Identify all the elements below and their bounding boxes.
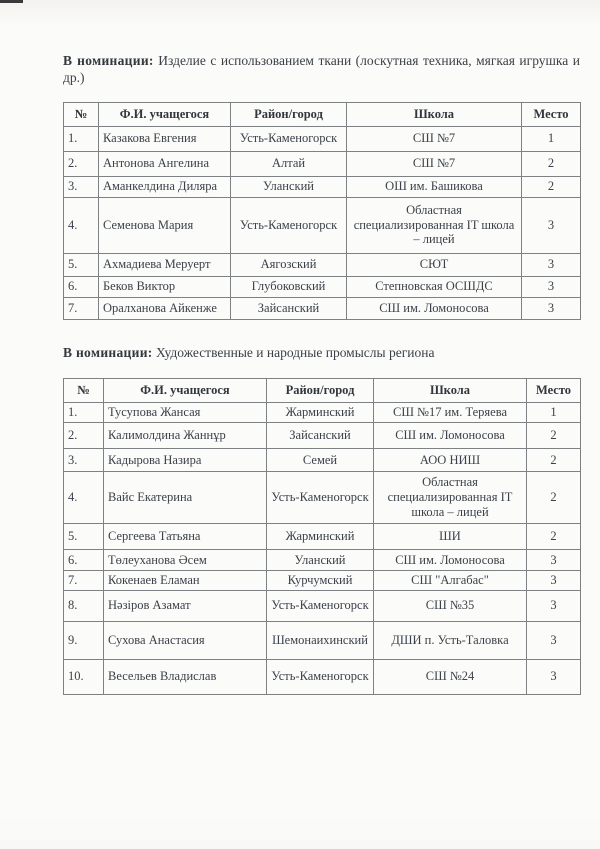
cell-school: Областная специализированная IT школа – лицей xyxy=(347,197,522,253)
table-row xyxy=(64,151,581,176)
table-row xyxy=(64,403,581,423)
cell-school: АОО НИШ xyxy=(374,448,527,471)
cell-place: 3 xyxy=(527,549,581,570)
cell-district: Усть-Каменогорск xyxy=(231,197,347,253)
cell-place: 3 xyxy=(527,570,581,590)
header-cell-num: № xyxy=(64,379,104,403)
nomination-heading xyxy=(63,52,580,87)
cell-name: Кадырова Назира xyxy=(104,448,267,471)
cell-district: Жарминский xyxy=(267,403,374,423)
table-row xyxy=(64,297,581,319)
cell-num: 2. xyxy=(64,422,104,448)
cell-place: 2 xyxy=(527,523,581,549)
cell-district: Зайсанский xyxy=(231,297,347,319)
cell-school: СШ №17 им. Теряева xyxy=(374,403,527,423)
cell-district: Усть-Каменогорск xyxy=(267,659,374,694)
cell-name: Беков Виктор xyxy=(99,276,231,297)
cell-num: 5. xyxy=(64,253,99,276)
cell-place: 3 xyxy=(522,197,581,253)
table-header-row xyxy=(64,102,581,126)
cell-place: 1 xyxy=(527,403,581,423)
cell-school: Областная специализированная IT школа – лицей xyxy=(374,471,527,523)
cell-num: 4. xyxy=(64,471,104,523)
cell-school: СШ №7 xyxy=(347,126,522,151)
cell-name: Төлеуханова Әсем xyxy=(104,549,267,570)
cell-district: Зайсанский xyxy=(267,422,374,448)
cell-school: СШ им. Ломоносова xyxy=(374,422,527,448)
cell-school: СШ им. Ломоносова xyxy=(347,297,522,319)
cell-name: Антонова Ангелина xyxy=(99,151,231,176)
header-cell-name: Ф.И. учащегося xyxy=(99,102,231,126)
cell-place: 2 xyxy=(527,422,581,448)
table-row xyxy=(64,523,581,549)
cell-district: Алтай xyxy=(231,151,347,176)
cell-district: Усть-Каменогорск xyxy=(267,590,374,621)
header-cell-school: Школа xyxy=(347,102,522,126)
table-row xyxy=(64,570,581,590)
cell-school: ШИ xyxy=(374,523,527,549)
nomination-section-fabric xyxy=(63,52,580,320)
cell-place: 3 xyxy=(522,297,581,319)
cell-place: 2 xyxy=(527,448,581,471)
cell-school: СЮТ xyxy=(347,253,522,276)
cell-name: Сухова Анастасия xyxy=(104,621,267,659)
table-row xyxy=(64,590,581,621)
header-cell-place: Место xyxy=(527,379,581,403)
cell-num: 2. xyxy=(64,151,99,176)
cell-name: Семенова Мария xyxy=(99,197,231,253)
cell-district: Уланский xyxy=(267,549,374,570)
cell-name: Калимолдина Жаннұр xyxy=(104,422,267,448)
cell-num: 7. xyxy=(64,297,99,319)
table-row xyxy=(64,126,581,151)
nomination-label: В номинации: xyxy=(63,344,153,360)
cell-district: Глубоковский xyxy=(231,276,347,297)
table-row xyxy=(64,422,581,448)
table-header-row xyxy=(64,379,581,403)
nomination-title: Художественные и народные промыслы региона xyxy=(155,344,435,360)
table-row xyxy=(64,448,581,471)
cell-place: 3 xyxy=(522,276,581,297)
header-cell-school: Школа xyxy=(374,379,527,403)
table-row xyxy=(64,253,581,276)
cell-num: 4. xyxy=(64,197,99,253)
nomination-title: Изделие с использованием ткани (лоскутная техника, мягкая игрушка и др.) xyxy=(63,52,580,86)
cell-school: СШ №24 xyxy=(374,659,527,694)
header-cell-district: Район/город xyxy=(267,379,374,403)
header-cell-district: Район/город xyxy=(231,102,347,126)
cell-num: 3. xyxy=(64,448,104,471)
cell-num: 3. xyxy=(64,176,99,197)
nomination-label: В номинации: xyxy=(63,52,154,68)
cell-name: Оралханова Айкенже xyxy=(99,297,231,319)
cell-num: 9. xyxy=(64,621,104,659)
cell-num: 10. xyxy=(64,659,104,694)
cell-place: 3 xyxy=(527,590,581,621)
cell-place: 2 xyxy=(522,151,581,176)
table-row xyxy=(64,276,581,297)
cell-district: Аягозский xyxy=(231,253,347,276)
table-row xyxy=(64,197,581,253)
cell-num: 6. xyxy=(64,276,99,297)
nomination-heading xyxy=(63,344,580,362)
cell-name: Весельев Владислав xyxy=(104,659,267,694)
cell-school: СШ №35 xyxy=(374,590,527,621)
table-row xyxy=(64,659,581,694)
cell-num: 8. xyxy=(64,590,104,621)
cell-school: СШ №7 xyxy=(347,151,522,176)
cell-name: Аманкелдина Диляра xyxy=(99,176,231,197)
cell-school: ДШИ п. Усть-Таловка xyxy=(374,621,527,659)
table-row xyxy=(64,621,581,659)
cell-name: Ахмадиева Меруерт xyxy=(99,253,231,276)
cell-school: Степновская ОСШДС xyxy=(347,276,522,297)
header-cell-place: Место xyxy=(522,102,581,126)
cell-district: Семей xyxy=(267,448,374,471)
cell-place: 1 xyxy=(522,126,581,151)
cell-place: 3 xyxy=(527,621,581,659)
cell-place: 3 xyxy=(522,253,581,276)
cell-district: Усть-Каменогорск xyxy=(267,471,374,523)
cell-place: 3 xyxy=(527,659,581,694)
table-row xyxy=(64,549,581,570)
cell-num: 7. xyxy=(64,570,104,590)
scan-edge-artifact xyxy=(0,0,23,3)
cell-name: Тусупова Жансая xyxy=(104,403,267,423)
cell-school: СШ им. Ломоносова xyxy=(374,549,527,570)
cell-district: Жарминский xyxy=(267,523,374,549)
cell-school: СШ "Алгабас" xyxy=(374,570,527,590)
cell-name: Вайс Екатерина xyxy=(104,471,267,523)
cell-num: 1. xyxy=(64,126,99,151)
cell-name: Нәзіров Азамат xyxy=(104,590,267,621)
cell-district: Курчумский xyxy=(267,570,374,590)
header-cell-name: Ф.И. учащегося xyxy=(104,379,267,403)
cell-school: ОШ им. Башикова xyxy=(347,176,522,197)
cell-num: 1. xyxy=(64,403,104,423)
cell-name: Сергеева Татьяна xyxy=(104,523,267,549)
cell-district: Шемонаихинский xyxy=(267,621,374,659)
cell-num: 6. xyxy=(64,549,104,570)
header-cell-num: № xyxy=(64,102,99,126)
cell-name: Казакова Евгения xyxy=(99,126,231,151)
results-table-crafts xyxy=(63,378,581,695)
cell-place: 2 xyxy=(527,471,581,523)
document-content xyxy=(63,38,580,695)
cell-district: Усть-Каменогорск xyxy=(231,126,347,151)
cell-num: 5. xyxy=(64,523,104,549)
nomination-section-crafts xyxy=(63,344,580,695)
table-row xyxy=(64,471,581,523)
cell-place: 2 xyxy=(522,176,581,197)
cell-district: Уланский xyxy=(231,176,347,197)
results-table-fabric xyxy=(63,102,581,320)
table-row xyxy=(64,176,581,197)
cell-name: Кокенаев Еламан xyxy=(104,570,267,590)
